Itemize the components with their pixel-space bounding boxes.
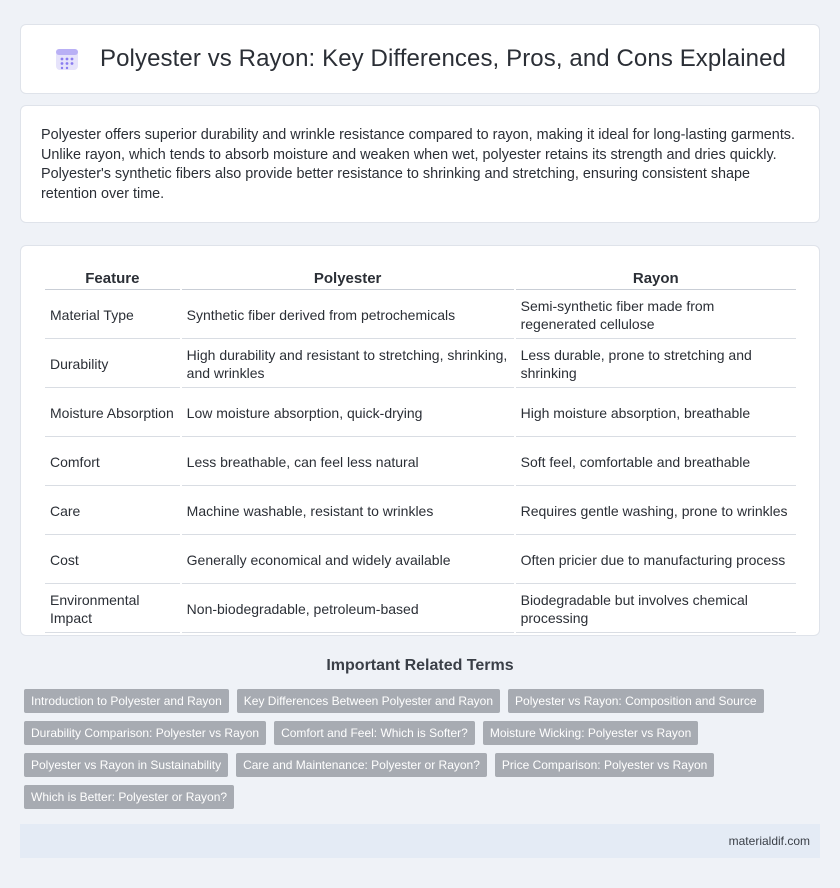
related-term-tag[interactable]: Comfort and Feel: Which is Softer? bbox=[274, 721, 475, 745]
rayon-cell: High moisture absorption, breathable bbox=[516, 390, 796, 437]
page-title: Polyester vs Rayon: Key Differences, Pros, and Cons Explained bbox=[100, 45, 786, 72]
header-inner bbox=[54, 45, 786, 73]
polyester-cell: Generally economical and widely available bbox=[182, 537, 514, 584]
related-terms-title: Important Related Terms bbox=[326, 657, 514, 674]
feature-cell: Material Type bbox=[45, 292, 180, 339]
table-header-row bbox=[45, 268, 796, 290]
rayon-cell: Semi-synthetic fiber made from regenerated cellulose bbox=[516, 292, 796, 339]
rayon-cell: Often pricier due to manufacturing process bbox=[516, 537, 796, 584]
table-row bbox=[45, 292, 796, 339]
related-term-tag[interactable]: Durability Comparison: Polyester vs Rayon bbox=[24, 721, 266, 745]
rayon-cell: Biodegradable but involves chemical processing bbox=[516, 586, 796, 633]
related-term-tag[interactable]: Care and Maintenance: Polyester or Rayon? bbox=[236, 753, 487, 777]
header-card bbox=[20, 24, 820, 94]
polyester-cell: Non-biodegradable, petroleum-based bbox=[182, 586, 514, 633]
feature-cell: Comfort bbox=[45, 439, 180, 486]
table-row bbox=[45, 341, 796, 388]
feature-cell: Care bbox=[45, 488, 180, 535]
intro-paragraph: Polyester offers superior durability and wrinkle resistance compared to rayon, making it ideal for long-lasting garments. Unlike rayon, which tends to absorb moisture and weaken when wet, polyester retains its strength and dries quickly. Polyester's synthetic fibers also provide better resistance to shrinking and stretching, ensuring consistent shape retention over time. bbox=[41, 127, 796, 202]
rayon-cell: Requires gentle washing, prone to wrinkles bbox=[516, 488, 796, 535]
related-term-tag[interactable]: Which is Better: Polyester or Rayon? bbox=[24, 785, 234, 809]
polyester-cell: Less breathable, can feel less natural bbox=[182, 439, 514, 486]
comparison-card bbox=[20, 245, 820, 636]
related-term-tag[interactable]: Price Comparison: Polyester vs Rayon bbox=[495, 753, 714, 777]
table-row bbox=[45, 537, 796, 584]
calendar-grid-icon bbox=[54, 46, 80, 72]
related-term-tag[interactable]: Introduction to Polyester and Rayon bbox=[24, 689, 229, 713]
header-feature: Feature bbox=[45, 268, 180, 290]
intro-card bbox=[20, 105, 820, 223]
related-term-tag[interactable]: Moisture Wicking: Polyester vs Rayon bbox=[483, 721, 698, 745]
footer-site-link[interactable]: materialdif.com bbox=[728, 834, 810, 848]
footer bbox=[20, 824, 820, 858]
rayon-cell: Soft feel, comfortable and breathable bbox=[516, 439, 796, 486]
related-term-tag[interactable]: Polyester vs Rayon in Sustainability bbox=[24, 753, 228, 777]
table-row bbox=[45, 439, 796, 486]
related-term-tag[interactable]: Polyester vs Rayon: Composition and Source bbox=[508, 689, 763, 713]
feature-cell: Moisture Absorption bbox=[45, 390, 180, 437]
table-row bbox=[45, 390, 796, 437]
comparison-table bbox=[43, 266, 798, 635]
polyester-cell: Synthetic fiber derived from petrochemicals bbox=[182, 292, 514, 339]
table-row bbox=[45, 488, 796, 535]
header-rayon: Rayon bbox=[516, 268, 796, 290]
polyester-cell: Machine washable, resistant to wrinkles bbox=[182, 488, 514, 535]
related-term-tag[interactable]: Key Differences Between Polyester and Rayon bbox=[237, 689, 500, 713]
table-row bbox=[45, 586, 796, 633]
feature-cell: Durability bbox=[45, 341, 180, 388]
polyester-cell: High durability and resistant to stretching, shrinking, and wrinkles bbox=[182, 341, 514, 388]
polyester-cell: Low moisture absorption, quick-drying bbox=[182, 390, 514, 437]
related-terms-list bbox=[24, 689, 804, 809]
header-polyester: Polyester bbox=[182, 268, 514, 290]
rayon-cell: Less durable, prone to stretching and shrinking bbox=[516, 341, 796, 388]
feature-cell: Cost bbox=[45, 537, 180, 584]
feature-cell: Environmental Impact bbox=[45, 586, 180, 633]
